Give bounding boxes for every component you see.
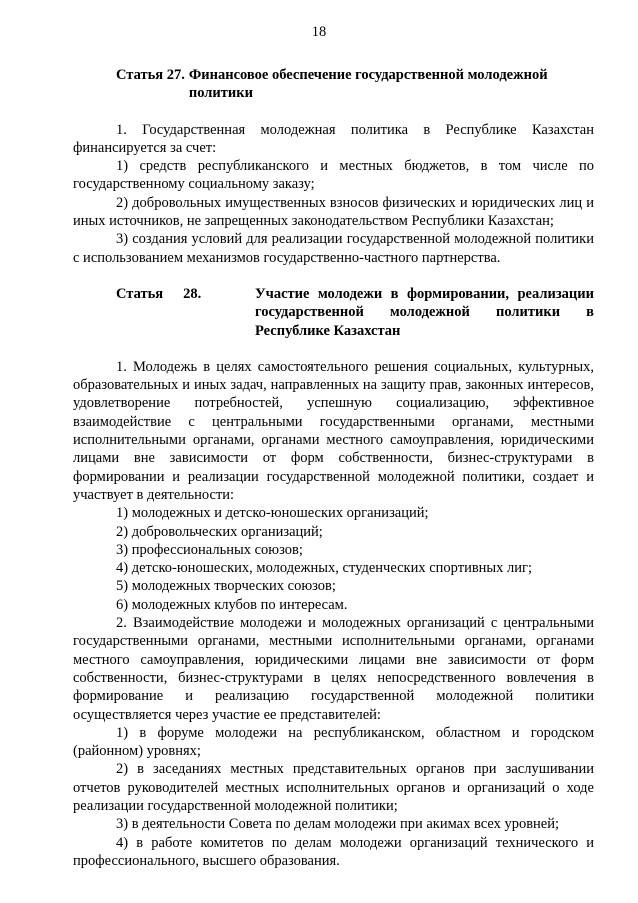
article-27-heading	[73, 66, 594, 103]
article-27-title: Финансовое обеспечение государственной молодежной политики	[188, 67, 548, 102]
article-28-label-number: 28.	[183, 285, 202, 302]
list-item: 4) в работе комитетов по делам молодежи организаций технического и профессионального, высшего образования.	[73, 834, 594, 869]
page-content	[73, 66, 594, 870]
page-number: 18	[311, 24, 327, 40]
article-27-item: 1) средств республиканского и местных бюджетов, в том числе по государственному социальному заказу;	[73, 158, 594, 193]
list-item: 2) добровольческих организаций;	[116, 523, 323, 540]
list-item: 1) в форуме молодежи на республиканском, областном и городском (районном) уровнях;	[73, 724, 594, 760]
article-28-paragraph-2: 2. Взаимодействие молодежи и молодежных организаций с центральными государственными органами, местными исполнительными органами, органами местного самоуправления, юридическими лицами вне зависимости от форм собственности, бизнес-структурами в целях непосредственного вовлечения в формирование и реализацию государственной молодежной политики осуществляется через участие ее представителей:	[73, 615, 594, 723]
article-27-item: 2) добровольных имущественных взносов физических и юридических лиц и иных источников, не запрещенных законодательством Республики Казахстан;	[73, 194, 594, 230]
article-27-paragraph: 1. Государственная молодежная политика в Республике Казахстан финансируется за счет:	[73, 121, 594, 156]
article-28-label-word: Статья	[116, 285, 164, 302]
article-28-title-line: Республике Казахстан	[255, 322, 401, 339]
article-28-title-line: Участие молодежи в формировании, реализации	[255, 285, 594, 302]
article-28-title-line: государственной молодежной политики в	[255, 304, 594, 321]
list-item: 5) молодежных творческих союзов;	[116, 578, 336, 595]
list-item: 2) в заседаниях местных представительных органов при заслушивании отчетов руководителей местных исполнительных органов и организаций о ходе реализации государственной молодежной политики;	[73, 761, 594, 814]
article-27-label: Статья 27.	[116, 67, 185, 83]
list-item: 4) детско-юношеских, молодежных, студенческих спортивных лиг;	[116, 560, 533, 577]
article-27-item: 3) создания условий для реализации государственной молодежной политики с использованием механизмов государственно-частного партнерства.	[73, 231, 594, 266]
article-28-heading	[73, 285, 594, 340]
list-item: 3) профессиональных союзов;	[116, 541, 303, 558]
article-28-paragraph-1: 1. Молодежь в целях самостоятельного решения социальных, культурных, образовательных и иных задач, направленных на защиту прав, законных интересов, удовлетворение потребностей, успешную социализацию, эффективное взаимодействие с центральными государственными органами, местными исполнительными органами, органами местного самоуправления, юридическими лицами вне зависимости от форм собственности, бизнес-структурами в формировании и реализации государственной молодежной политики, создает и участвует в деятельности:	[73, 358, 594, 503]
list-item: 6) молодежных клубов по интересам.	[116, 596, 348, 613]
list-item: 3) в деятельности Совета по делам молодежи при акимах всех уровней;	[116, 816, 560, 833]
list-item: 1) молодежных и детско-юношеских организаций;	[116, 505, 429, 522]
